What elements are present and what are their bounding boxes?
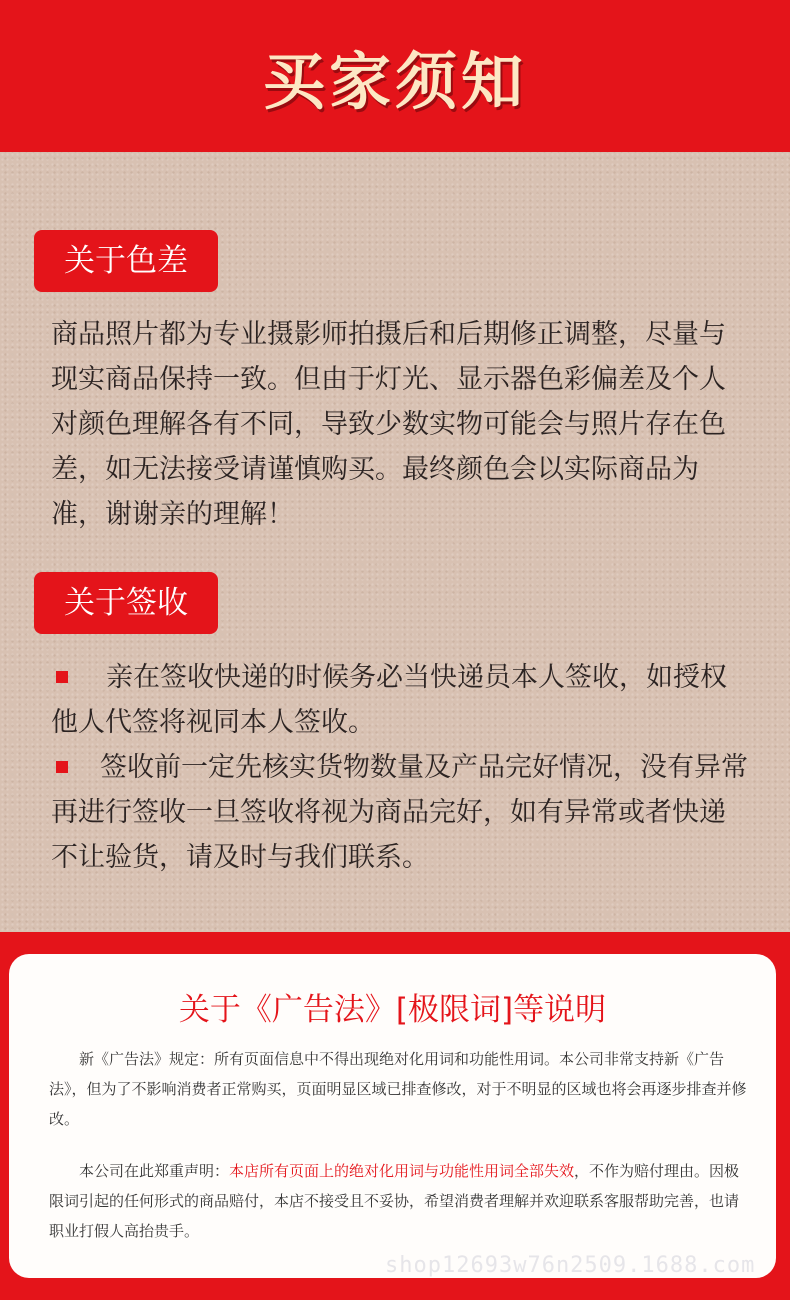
bullet-square-icon: [56, 671, 68, 683]
notice-para2-suffix: ，不作为赔付理由。因极限词引起的任何形式的商品赔付，本店不接受且不妥协，希望消费者理解并欢迎联系客服帮助完善，也请职业打假人高抬贵手。: [49, 1162, 740, 1240]
page-header: [0, 0, 790, 152]
notice-title: 关于《广告法》[极限词]等说明: [178, 992, 607, 1028]
shop-watermark: shop12693w76n2509.1688.com: [385, 1253, 756, 1278]
page-title: 买家须知: [262, 44, 527, 118]
notice-para2-prefix: 本公司在此郑重声明：: [79, 1162, 230, 1180]
bullet-square-icon: [56, 761, 68, 773]
color-difference-tag: 关于色差: [34, 230, 218, 292]
signing-item-1: [51, 655, 751, 745]
notice-paragraph-1: 新《广告法》规定：所有页面信息中不得出现绝对化用词和功能性用词。本公司非常支持新《广告法》，但为了不影响消费者正常购买，页面明显区域已排查修改，对于不明显的区域也将会再逐步排查并修改。: [49, 1050, 747, 1128]
notice-para2-highlight: 本店所有页面上的绝对化用词与功能性用词全部失效: [229, 1162, 575, 1180]
signing-item-2: [51, 745, 751, 880]
notice-card: [9, 954, 776, 1278]
signing-tag: 关于签收: [34, 572, 218, 634]
signing-item-1-text: 亲在签收快递的时候务必当快递员本人签收，如授权他人代签将视同本人签收。: [51, 662, 727, 738]
color-difference-text: 商品照片都为专业摄影师拍摄后和后期修正调整，尽量与现实商品保持一致。但由于灯光、显示器色彩偏差及个人对颜色理解各有不同，导致少数实物可能会与照片存在色差，如无法接受请谨慎购买。最终颜色会以实际商品为准，谢谢亲的理解！: [51, 319, 726, 530]
notice-paragraph-2: [49, 1156, 749, 1246]
signing-item-2-text: 签收前一定先核实货物数量及产品完好情况，没有异常再进行签收一旦签收将视为商品完好，如有异常或者快递不让验货，请及时与我们联系。: [51, 752, 748, 873]
